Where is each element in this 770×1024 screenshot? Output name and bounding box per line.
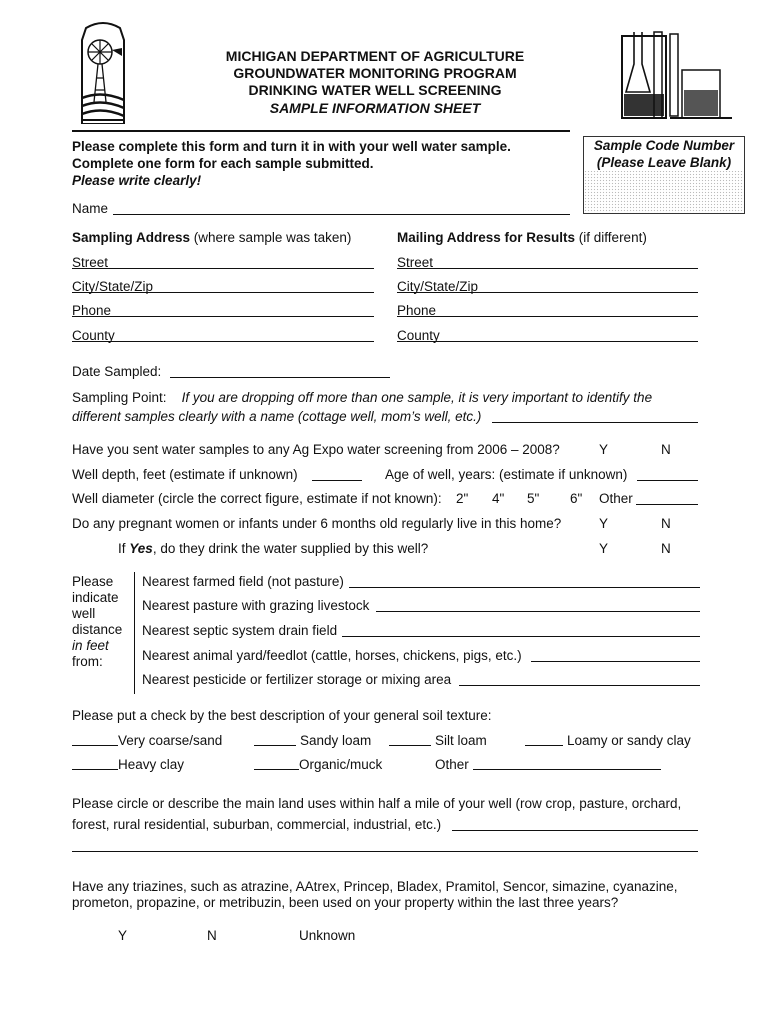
- header-divider: [72, 130, 570, 132]
- mailing-street-field[interactable]: [397, 268, 698, 269]
- instructions-line-2: Complete one form for each sample submitted.: [72, 156, 374, 171]
- ag-expo-no[interactable]: N: [661, 442, 671, 457]
- well-depth-label: Well depth, feet (estimate if unknown): [72, 467, 298, 482]
- drink-question: If Yes, do they drink the water supplied by this well?: [118, 541, 429, 556]
- sampling-city-label: City/State/Zip: [72, 279, 154, 294]
- ag-expo-question: Have you sent water samples to any Ag Expo water screening from 2006 – 2008?: [72, 442, 560, 457]
- distance-divider: [134, 572, 135, 694]
- mailing-city-label: City/State/Zip: [397, 279, 479, 294]
- triazines-yes[interactable]: Y: [118, 928, 128, 943]
- land-use-line-1: Please circle or describe the main land uses within half a mile of your well (row crop, pasture, orchard,: [72, 796, 682, 811]
- soil-other-label: Other: [435, 757, 469, 772]
- soil-check-very-coarse[interactable]: [72, 745, 118, 746]
- soil-check-organic[interactable]: [254, 769, 299, 770]
- mailing-street-label: Street: [397, 255, 434, 270]
- mailing-county-label: County: [397, 328, 440, 343]
- mailing-phone-field[interactable]: [397, 316, 698, 317]
- land-use-line-2: forest, rural residential, suburban, commercial, industrial, etc.): [72, 817, 442, 832]
- sample-code-note: (Please Leave Blank): [584, 154, 744, 171]
- distance-item-farmed-field: Nearest farmed field (not pasture): [142, 574, 344, 589]
- ag-expo-yes[interactable]: Y: [599, 442, 609, 457]
- sampling-street-field[interactable]: [72, 268, 374, 269]
- date-sampled-label: Date Sampled:: [72, 364, 162, 379]
- distance-farmed-field-input[interactable]: [349, 587, 700, 588]
- sample-code-box[interactable]: [583, 136, 745, 214]
- well-diameter-4[interactable]: 4": [492, 491, 505, 506]
- triazines-unknown[interactable]: Unknown: [299, 928, 356, 943]
- distance-pasture-input[interactable]: [376, 611, 700, 612]
- soil-check-silt-loam[interactable]: [389, 745, 431, 746]
- mailing-county-field[interactable]: [397, 341, 698, 342]
- distance-item-pesticide: Nearest pesticide or fertilizer storage or mixing area: [142, 672, 452, 687]
- soil-question: Please put a check by the best description of your general soil texture:: [72, 708, 492, 723]
- windmill-logo-icon: [72, 20, 134, 124]
- soil-very-coarse-label: Very coarse/sand: [118, 733, 223, 748]
- drink-yes[interactable]: Y: [599, 541, 609, 556]
- sampling-point-line-2: different samples clearly with a name (cottage well, mom’s well, etc.): [72, 409, 482, 424]
- lab-glassware-icon: [620, 30, 736, 122]
- soil-heavy-clay-label: Heavy clay: [118, 757, 185, 772]
- sampling-county-field[interactable]: [72, 341, 374, 342]
- soil-check-heavy-clay[interactable]: [72, 769, 118, 770]
- distance-label: Please indicate well distance in feet from:: [72, 574, 123, 669]
- date-sampled-field[interactable]: [170, 377, 390, 378]
- sampling-point-line-1: Sampling Point: If you are dropping off more than one sample, it is very important to identify the: [72, 390, 653, 405]
- distance-pesticide-input[interactable]: [459, 685, 700, 686]
- header-line-4: SAMPLE INFORMATION SHEET: [269, 100, 481, 116]
- distance-item-septic: Nearest septic system drain field: [142, 623, 338, 638]
- soil-loamy-clay-label: Loamy or sandy clay: [567, 733, 691, 748]
- header-line-3: DRINKING WATER WELL SCREENING: [248, 82, 502, 98]
- soil-other-field[interactable]: [473, 769, 661, 770]
- pregnant-question: Do any pregnant women or infants under 6 months old regularly live in this home?: [72, 516, 562, 531]
- well-diameter-5[interactable]: 5": [527, 491, 540, 506]
- soil-organic-label: Organic/muck: [299, 757, 383, 772]
- sampling-city-field[interactable]: [72, 292, 374, 293]
- pregnant-no[interactable]: N: [661, 516, 671, 531]
- triazines-no[interactable]: N: [207, 928, 217, 943]
- sampling-point-field[interactable]: [492, 422, 698, 423]
- distance-feedlot-input[interactable]: [531, 661, 700, 662]
- triazines-line-1: Have any triazines, such as atrazine, AAtrex, Princep, Bladex, Pramitol, Sencor, simazine, cyanazine,: [72, 879, 678, 894]
- soil-sandy-loam-label: Sandy loam: [300, 733, 372, 748]
- drink-no[interactable]: N: [661, 541, 671, 556]
- triazines-line-2: prometon, propazine, or metribuzin, been used on your property within the last three years?: [72, 895, 619, 910]
- mailing-city-field[interactable]: [397, 292, 698, 293]
- sampling-phone-label: Phone: [72, 303, 112, 318]
- sampling-phone-field[interactable]: [72, 316, 374, 317]
- sampling-address-heading: Sampling Address (where sample was taken): [72, 230, 352, 245]
- well-diameter-6[interactable]: 6": [570, 491, 583, 506]
- soil-check-loamy-clay[interactable]: [525, 745, 563, 746]
- well-diameter-other-label: Other: [599, 491, 633, 506]
- well-age-label: Age of well, years: (estimate if unknown): [385, 467, 628, 482]
- sample-code-label: Sample Code Number: [584, 137, 744, 154]
- distance-item-pasture: Nearest pasture with grazing livestock: [142, 598, 370, 613]
- mailing-address-heading: Mailing Address for Results (if different): [397, 230, 647, 245]
- soil-silt-loam-label: Silt loam: [435, 733, 487, 748]
- name-field[interactable]: [113, 214, 570, 215]
- distance-septic-input[interactable]: [342, 636, 700, 637]
- sampling-county-label: County: [72, 328, 115, 343]
- header-line-1: MICHIGAN DEPARTMENT OF AGRICULTURE: [225, 48, 525, 64]
- pregnant-yes[interactable]: Y: [599, 516, 609, 531]
- header-line-2: GROUNDWATER MONITORING PROGRAM: [233, 65, 517, 81]
- land-use-field-2[interactable]: [72, 851, 698, 852]
- mailing-phone-label: Phone: [397, 303, 437, 318]
- well-depth-field[interactable]: [312, 480, 362, 481]
- instructions-line-3: Please write clearly!: [72, 173, 202, 188]
- well-diameter-label: Well diameter (circle the correct figure, estimate if not known):: [72, 491, 442, 506]
- sampling-street-label: Street: [72, 255, 109, 270]
- instructions-line-1: Please complete this form and turn it in with your well water sample.: [72, 139, 511, 154]
- well-age-field[interactable]: [637, 480, 698, 481]
- distance-item-feedlot: Nearest animal yard/feedlot (cattle, horses, chickens, pigs, etc.): [142, 648, 522, 663]
- well-diameter-2[interactable]: 2": [456, 491, 469, 506]
- well-diameter-other-field[interactable]: [636, 504, 698, 505]
- soil-check-sandy-loam[interactable]: [254, 745, 296, 746]
- name-label: Name: [72, 201, 109, 216]
- land-use-field[interactable]: [452, 830, 698, 831]
